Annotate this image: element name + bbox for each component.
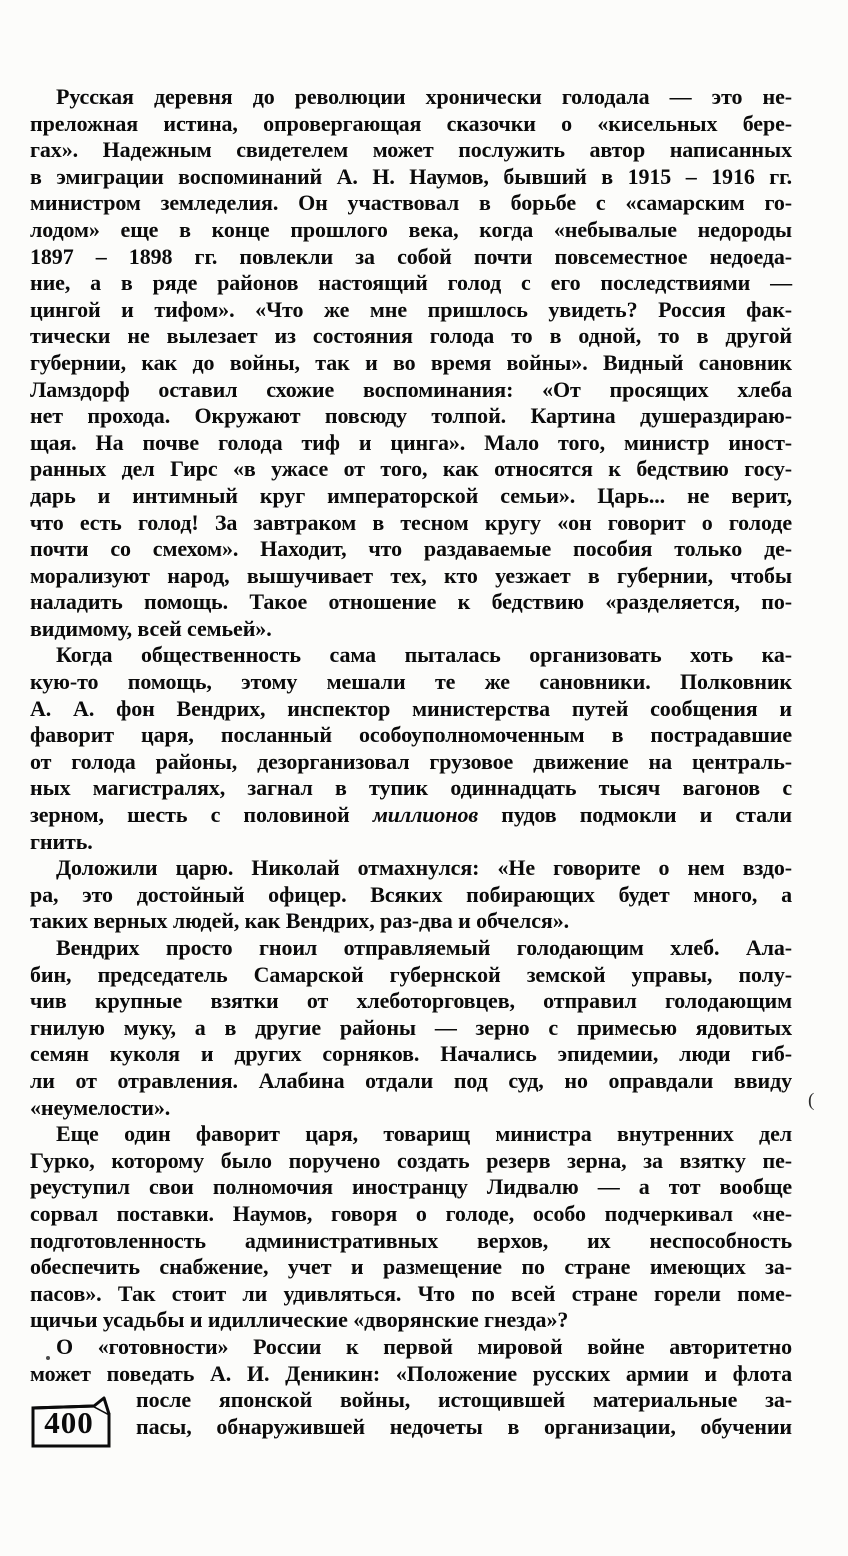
text-line: Вендрих просто гноил отправляемый голодающим хлеб. Ала- <box>56 935 792 960</box>
text-line: реуступил свои полномочия иностранцу Лидвалю — а тот вообще <box>30 1174 792 1200</box>
text-line: обеспечить снабжение, учет и размещение по стране имеющих за- <box>30 1254 792 1280</box>
text-line: сорвал поставки. Наумов, говоря о голоде, особо подчеркивал «не- <box>30 1200 792 1226</box>
text-line: видимому, всей семьей». <box>30 615 272 641</box>
text-line: морализуют народ, вышучивает тех, кто уезжает в губернии, чтобы <box>30 562 792 588</box>
text-line: кую-то помощь, этому мешали те же сановники. Полковник <box>30 669 792 695</box>
paragraph <box>30 642 792 855</box>
paragraph <box>30 1334 792 1440</box>
text-line: ние, а в ряде районов настоящий голод с его последствиями — <box>30 270 792 296</box>
text-line: подготовленность административных верхов, их неспособность <box>30 1227 792 1253</box>
text-line: губернии, как до войны, так и во время войны». Видный сановник <box>30 349 792 375</box>
text-line: наладить помощь. Такое отношение к бедствию «разделяется, по- <box>30 589 792 615</box>
text-line: 1897 – 1898 гг. повлекли за собой почти повсеместное недоеда- <box>30 243 792 269</box>
text-line: гах». Надежным свидетелем может послужить автор написанных <box>30 137 792 163</box>
text-block <box>30 84 792 1440</box>
text-line: Доложили царю. Николай отмахнулся: «Не говорите о нем вздо- <box>56 855 792 881</box>
text-line: таких верных людей, как Вендрих, раз-два и обчелся». <box>30 908 570 934</box>
text-line: от голода районы, дезорганизовал грузовое движение на централь- <box>30 748 792 774</box>
text-line: Ламздорф оставил схожие воспоминания: «От просящих хлеба <box>30 376 792 402</box>
paragraph <box>30 935 792 1121</box>
text-line: гнить. <box>30 828 93 854</box>
text-line: что есть голод! За завтраком в тесном кругу «он говорит о голоде <box>30 509 792 535</box>
text-line: Русская деревня до революции хронически голодала — это не- <box>56 84 792 109</box>
text-line: министром земледелия. Он участвовал в борьбе с «самарским го- <box>30 190 792 216</box>
paragraph <box>30 855 792 935</box>
text-line: гнилую муку, а в другие районы — зерно с примесью ядовитых <box>30 1014 792 1040</box>
text-line: «неумелости». <box>30 1094 171 1120</box>
text-line: А. А. фон Вендрих, инспектор министерства путей сообщения и <box>30 695 792 721</box>
text-line: фаворит царя, посланный особоуполномоченным в пострадавшие <box>30 722 792 748</box>
text-line: может поведать А. И. Деникин: «Положение русских армии и флота <box>30 1360 792 1386</box>
paragraph <box>30 84 792 642</box>
text-line: Когда общественность сама пыталась организовать хоть ка- <box>56 642 792 668</box>
text-line: чив крупные взятки от хлеботорговцев, отправил голодающим <box>30 988 792 1014</box>
text-line: ра, это достойный офицер. Всяких побирающих будет много, а <box>30 881 792 907</box>
text-line: щая. На почве голода тиф и цинга». Мало того, министр иност- <box>30 429 792 455</box>
text-line: после японской войны, истощившей материальные за- <box>136 1387 792 1413</box>
page-number-badge <box>30 1396 126 1450</box>
text-line: тически не вылезает из состояния голода то в одной, то в другой <box>30 323 792 349</box>
text-line: ных магистралях, загнал в тупик одиннадцать тысяч вагонов с <box>30 775 792 801</box>
scan-artifact-dot <box>46 1356 50 1360</box>
text-line: Еще один фаворит царя, товарищ министра внутренних дел <box>56 1121 792 1147</box>
text-line: щичьи усадьбы и идиллические «дворянские гнезда»? <box>30 1307 569 1333</box>
paragraph <box>30 1121 792 1334</box>
text-line: семян куколя и других сорняков. Начались эпидемии, люди гиб- <box>30 1041 792 1067</box>
text-line: в эмиграции воспоминаний А. Н. Наумов, бывший в 1915 – 1916 гг. <box>30 163 792 189</box>
text-line: дарь и интимный круг императорской семьи». Царь... не верит, <box>30 482 792 508</box>
text-line: Гурко, которому было поручено создать резерв зерна, за взятку пе- <box>30 1147 792 1173</box>
text-line: цингой и тифом». «Что же мне пришлось увидеть? Россия фак- <box>30 296 792 322</box>
text-line: нет прохода. Окружают повсюду толпой. Картина душераздираю- <box>30 403 792 429</box>
page-number: 400 <box>44 1405 94 1440</box>
text-line: зерном, шесть с половиной миллионов пудов подмокли и стали <box>30 802 792 828</box>
text-line: бин, председатель Самарской губернской земской управы, полу- <box>30 961 792 987</box>
text-line: преложная истина, опровергающая сказочки о «кисельных бере- <box>30 110 792 136</box>
scan-artifact-paren: ( <box>808 1090 815 1111</box>
text-line: ли от отравления. Алабина отдали под суд, но оправдали ввиду <box>30 1067 792 1093</box>
text-line: О «готовности» России к первой мировой войне авторитетно <box>56 1333 792 1359</box>
text-line: пасы, обнаружившей недочеты в организации, обучении <box>136 1413 792 1439</box>
text-line: ранных дел Гирс «в ужасе от того, как относятся к бедствию госу- <box>30 456 792 482</box>
text-line: пасов». Так стоит ли удивляться. Что по всей стране горели поме- <box>30 1280 792 1306</box>
text-line: лодом» еще в конце прошлого века, когда «небывалые недороды <box>30 216 792 242</box>
text-line: почти со смехом». Находит, что раздаваемые пособия только де- <box>30 536 792 562</box>
